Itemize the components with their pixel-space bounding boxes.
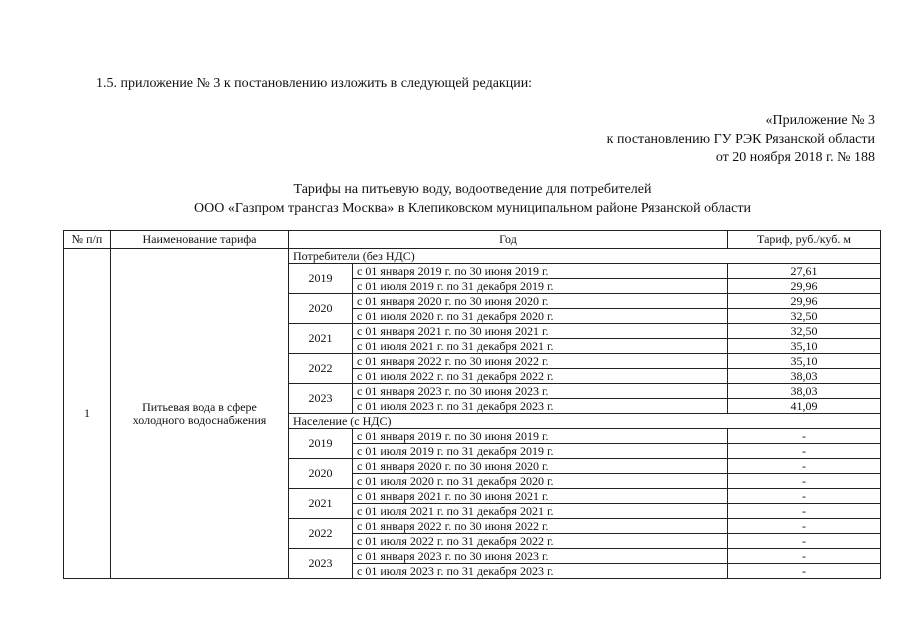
tariff-value-cell: - [728,489,881,504]
tariff-value-cell: 29,96 [728,294,881,309]
tariff-value-cell: 32,50 [728,309,881,324]
year-cell: 2020 [289,459,353,489]
period-cell: с 01 января 2023 г. по 30 июня 2023 г. [353,384,728,399]
year-cell: 2021 [289,324,353,354]
year-cell: 2023 [289,384,353,414]
period-cell: с 01 июля 2020 г. по 31 декабря 2020 г. [353,309,728,324]
tariff-value-cell: - [728,549,881,564]
title-line-2: ООО «Газпром трансгаз Москва» в Клепиковском муниципальном районе Рязанской области [194,200,751,216]
tariff-value-cell: 35,10 [728,339,881,354]
table-header-row [64,231,881,249]
period-cell: с 01 января 2021 г. по 30 июня 2021 г. [353,324,728,339]
header-year: Год [289,231,728,249]
tariff-value-cell: - [728,444,881,459]
tariff-name: Питьевая вода в сфере холодного водоснабжения [111,249,289,579]
appendix-header [607,112,875,168]
intro-paragraph: 1.5. приложение № 3 к постановлению изложить в следующей редакции: [96,76,533,91]
document-title [40,181,905,218]
period-cell: с 01 января 2020 г. по 30 июня 2020 г. [353,294,728,309]
period-cell: с 01 января 2022 г. по 30 июня 2022 г. [353,519,728,534]
tariff-value-cell: - [728,459,881,474]
period-cell: с 01 января 2019 г. по 30 июня 2019 г. [353,429,728,444]
appendix-line-3: от 20 ноября 2018 г. № 188 [715,150,875,165]
period-cell: с 01 января 2020 г. по 30 июня 2020 г. [353,459,728,474]
tariff-value-cell: 27,61 [728,264,881,279]
row-number: 1 [64,249,111,579]
year-cell: 2020 [289,294,353,324]
tariff-value-cell: - [728,564,881,579]
group-label: Потребители (без НДС) [289,249,881,264]
period-cell: с 01 июля 2021 г. по 31 декабря 2021 г. [353,504,728,519]
year-cell: 2022 [289,519,353,549]
tariff-value-cell: - [728,519,881,534]
tariff-value-cell: - [728,504,881,519]
group-label: Население (с НДС) [289,414,881,429]
tariff-value-cell: 29,96 [728,279,881,294]
appendix-line-1: «Приложение № 3 [765,113,875,128]
period-cell: с 01 июля 2021 г. по 31 декабря 2021 г. [353,339,728,354]
period-cell: с 01 июля 2023 г. по 31 декабря 2023 г. [353,564,728,579]
tariff-table [63,230,881,579]
year-cell: 2021 [289,489,353,519]
tariff-value-cell: - [728,534,881,549]
period-cell: с 01 июля 2019 г. по 31 декабря 2019 г. [353,444,728,459]
year-cell: 2022 [289,354,353,384]
title-line-1: Тарифы на питьевую воду, водоотведение для потребителей [293,182,652,197]
header-tariff-value: Тариф, руб./куб. м [728,231,881,249]
tariff-value-cell: 41,09 [728,399,881,414]
year-cell: 2023 [289,549,353,579]
year-cell: 2019 [289,429,353,459]
tariff-value-cell: 35,10 [728,354,881,369]
period-cell: с 01 января 2019 г. по 30 июня 2019 г. [353,264,728,279]
tariff-value-cell: 38,03 [728,384,881,399]
year-cell: 2019 [289,264,353,294]
tariff-value-cell: - [728,429,881,444]
period-cell: с 01 июля 2022 г. по 31 декабря 2022 г. [353,369,728,384]
period-cell: с 01 января 2021 г. по 30 июня 2021 г. [353,489,728,504]
period-cell: с 01 июля 2023 г. по 31 декабря 2023 г. [353,399,728,414]
header-tariff-name: Наименование тарифа [111,231,289,249]
header-number: № п/п [64,231,111,249]
tariff-value-cell: 38,03 [728,369,881,384]
period-cell: с 01 января 2023 г. по 30 июня 2023 г. [353,549,728,564]
tariff-value-cell: 32,50 [728,324,881,339]
period-cell: с 01 июля 2022 г. по 31 декабря 2022 г. [353,534,728,549]
period-cell: с 01 июля 2020 г. по 31 декабря 2020 г. [353,474,728,489]
tariff-value-cell: - [728,474,881,489]
group-row [64,249,881,264]
period-cell: с 01 января 2022 г. по 30 июня 2022 г. [353,354,728,369]
table-body [64,249,881,579]
period-cell: с 01 июля 2019 г. по 31 декабря 2019 г. [353,279,728,294]
appendix-line-2: к постановлению ГУ РЭК Рязанской области [606,131,875,147]
